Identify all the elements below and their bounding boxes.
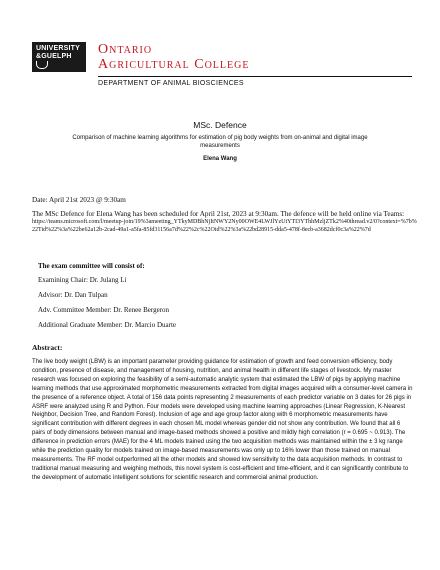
abstract-section bbox=[32, 343, 414, 483]
committee-member: Advisor: Dr. Dan Tulpan bbox=[38, 291, 108, 299]
committee-member: Additional Graduate Member: Dr. Marcio Duarte bbox=[38, 321, 177, 329]
defence-info bbox=[32, 210, 417, 234]
title-block bbox=[40, 120, 400, 162]
committee-member: Examining Chair: Dr. Julang Li bbox=[38, 276, 127, 284]
logo-line-1: UNIVERSITY bbox=[36, 45, 81, 52]
defence-date: Date: April 21st 2023 @ 9:30am bbox=[32, 196, 126, 204]
committee-section bbox=[38, 262, 398, 336]
teams-link[interactable]: https://teams.microsoft.com/l/meetup-join/19%3ameeting_YTkyMDBhNjItNWY2Ny00OWE4LWJlYzUtYTI3YThhMzljZTk2%40thread.v2/0?context=%7b%22Tid%22%3a%22be62a12b-2cad-49a1-a5fa-85fd31156a7d%22%2c%22Oid%22%3a%22bd28915-dda5-478f-8ecb-a3682dcf0c3a%22%7d bbox=[32, 219, 417, 233]
college-line-2: Agricultural College bbox=[98, 57, 250, 72]
committee-heading: The exam committee will consist of: bbox=[38, 262, 145, 270]
college-line-1: Ontario bbox=[98, 42, 153, 57]
committee-member: Adv. Committee Member: Dr. Renee Bergeron bbox=[38, 306, 170, 314]
thesis-title: Comparison of machine learning algorithms for estimation of pig body weights from on-animal and digital image measurements bbox=[72, 135, 368, 149]
department-name: DEPARTMENT OF ANIMAL BIOSCIENCES bbox=[98, 76, 412, 87]
abstract-heading: Abstract: bbox=[32, 343, 63, 352]
logo-line-2: &GUELPH bbox=[36, 53, 72, 60]
defence-title: MSc. Defence bbox=[193, 120, 247, 130]
info-text: The MSc Defence for Elena Wang has been scheduled for April 21st, 2023 at 9:30am. The defence will be held online via Teams: bbox=[32, 210, 405, 218]
page-header bbox=[32, 42, 412, 102]
crest-icon bbox=[36, 61, 48, 69]
author-name: Elena Wang bbox=[203, 156, 237, 162]
abstract-body: The live body weight (LBW) is an important parameter providing guidance for estimation of growth and feed conversion efficiency, body condition, presence of disease, and management of housing, nutrition, and animal health in different life stages of livestock. My master research was focused on exploring the feasibility of a semi-automatic analytic system that estimated the LBW of pigs by applying machine learning methods that use approximated morphometric measurements extracted from digital images acquired with a consumer-level camera in the presence of a reference object. A total of 156 data points representing 2 measurements of each predictor variable on 3 dates for 26 pigs in ASRF were analyzed using R and Python. Four models were developed using machine learning approaches (Linear Regression, K-Nearest Neighbor, Decision Tree, and Random Forest). Inclusion of age and age group factor along with 6 morphometric measurements have significant contribution with different degrees in each chosen ML model whereas gender did not show any contribution. We found that all 6 pairs of body dimensions between manual and image-based methods showed a positive and mildly high correlation (r = 0.695 ~ 0.913). The difference in prediction errors (MAE) for the 4 ML models trained using the two acquisition methods was maintained within the ± 3 kg range while the prediction quality for models trained on image-based measurements was only up to 16% lower than those trained on manual measurements. The RF model outperformed all the other models and showed low sensitivity to the data acquisition methods. In contrast to traditional manual measuring and weighing methods, this novel system is cost-efficient and time-efficient, and it can significantly contribute to the development of automatic intelligent solutions for scientific research and commercial animal production. bbox=[32, 359, 413, 481]
college-name bbox=[98, 42, 249, 72]
university-logo bbox=[32, 42, 86, 72]
